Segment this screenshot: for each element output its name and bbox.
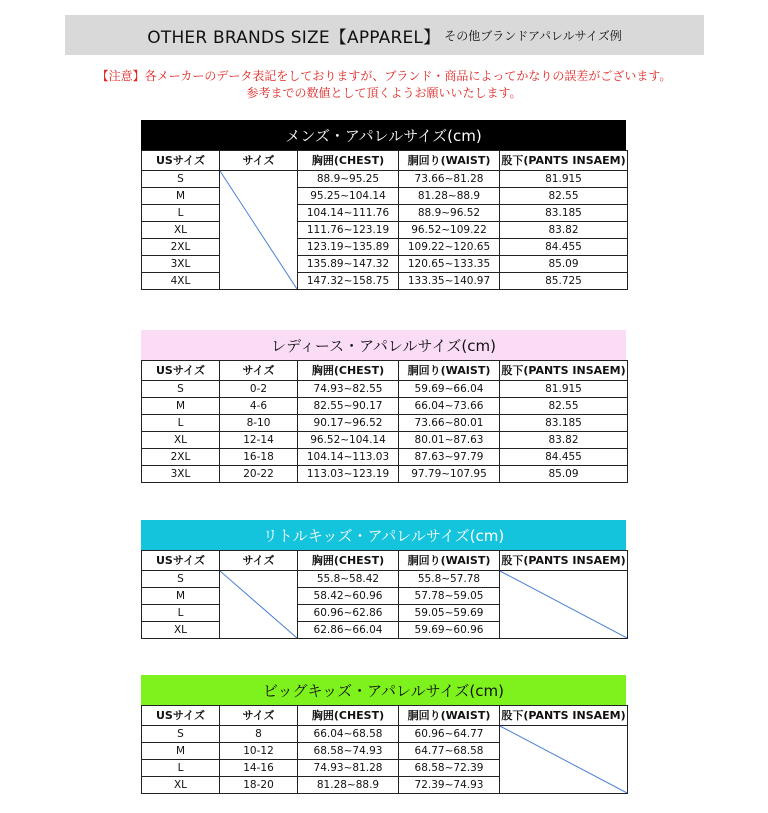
empty-cell-diagonal: [500, 571, 628, 639]
cell-chest: 90.17~96.52: [298, 415, 399, 432]
banner-title-en: OTHER BRANDS SIZE【APPAREL】: [147, 27, 441, 48]
col-header-inseam: 股下(PANTS INSAEM): [500, 361, 628, 381]
table-row: [142, 256, 628, 273]
cell-chest: 111.76~123.19: [298, 222, 399, 239]
cell-chest: 95.25~104.14: [298, 188, 399, 205]
cell-us-size: M: [142, 743, 220, 760]
section-title: レディース・アパレルサイズ(cm): [141, 330, 626, 360]
cell-us-size: 3XL: [142, 466, 220, 483]
table-row: [142, 466, 628, 483]
cell-size: 8-10: [220, 415, 298, 432]
cell-chest: 147.32~158.75: [298, 273, 399, 290]
empty-cell-diagonal: [220, 571, 298, 639]
cell-inseam: 81.915: [500, 171, 628, 188]
cell-waist: 97.79~107.95: [399, 466, 500, 483]
diagonal-line: [220, 571, 297, 638]
cell-size: 0-2: [220, 381, 298, 398]
col-header-inseam: 股下(PANTS INSAEM): [500, 551, 628, 571]
cell-waist: 109.22~120.65: [399, 239, 500, 256]
cell-inseam: 83.82: [500, 222, 628, 239]
col-header-us-size: USサイズ: [142, 361, 220, 381]
cell-chest: 60.96~62.86: [298, 605, 399, 622]
cell-inseam: 85.09: [500, 256, 628, 273]
cell-us-size: XL: [142, 222, 220, 239]
table-row: [142, 571, 628, 588]
cell-size: 16-18: [220, 449, 298, 466]
cell-size: 8: [220, 726, 298, 743]
cell-inseam: 85.09: [500, 466, 628, 483]
cell-chest: 123.19~135.89: [298, 239, 399, 256]
table-row: [142, 273, 628, 290]
cell-inseam: 81.915: [500, 381, 628, 398]
cell-us-size: S: [142, 381, 220, 398]
cell-chest: 113.03~123.19: [298, 466, 399, 483]
col-header-us-size: USサイズ: [142, 551, 220, 571]
cell-us-size: L: [142, 205, 220, 222]
table-row: [142, 449, 628, 466]
cell-size: 14-16: [220, 760, 298, 777]
cell-us-size: L: [142, 760, 220, 777]
col-header-size: サイズ: [220, 151, 298, 171]
cell-us-size: XL: [142, 777, 220, 794]
cell-chest: 58.42~60.96: [298, 588, 399, 605]
cell-size: 18-20: [220, 777, 298, 794]
table-row: [142, 171, 628, 188]
cell-chest: 81.28~88.9: [298, 777, 399, 794]
col-header-chest: 胸囲(CHEST): [298, 361, 399, 381]
table-row: [142, 381, 628, 398]
col-header-size: サイズ: [220, 706, 298, 726]
cell-waist: 55.8~57.78: [399, 571, 500, 588]
cell-us-size: 2XL: [142, 449, 220, 466]
cell-waist: 68.58~72.39: [399, 760, 500, 777]
cell-chest: 82.55~90.17: [298, 398, 399, 415]
cell-us-size: 3XL: [142, 256, 220, 273]
diagonal-line: [500, 571, 627, 638]
cell-waist: 73.66~81.28: [399, 171, 500, 188]
cell-chest: 104.14~111.76: [298, 205, 399, 222]
cell-us-size: M: [142, 588, 220, 605]
cell-inseam: 83.82: [500, 432, 628, 449]
cell-size: 20-22: [220, 466, 298, 483]
cell-waist: 88.9~96.52: [399, 205, 500, 222]
big-kids-size-section: [141, 675, 626, 794]
mens-size-section: [141, 120, 626, 290]
cell-chest: 55.8~58.42: [298, 571, 399, 588]
cell-us-size: S: [142, 571, 220, 588]
ladies-size-section: [141, 330, 626, 483]
cell-inseam: 82.55: [500, 398, 628, 415]
cell-us-size: L: [142, 605, 220, 622]
cell-waist: 87.63~97.79: [399, 449, 500, 466]
cell-inseam: 84.455: [500, 449, 628, 466]
cell-waist: 72.39~74.93: [399, 777, 500, 794]
notice-line-1: 【注意】各メーカーのデータ表記をしておりますが、ブランド・商品によってかなりの誤差がございます。: [96, 69, 672, 83]
col-header-size: サイズ: [220, 551, 298, 571]
table-row: [142, 205, 628, 222]
col-header-waist: 胴回り(WAIST): [399, 551, 500, 571]
cell-waist: 81.28~88.9: [399, 188, 500, 205]
empty-cell-diagonal: [220, 171, 298, 290]
page-banner: [65, 15, 704, 55]
cell-inseam: 83.185: [500, 415, 628, 432]
table-row: [142, 239, 628, 256]
cell-inseam: 84.455: [500, 239, 628, 256]
cell-waist: 66.04~73.66: [399, 398, 500, 415]
cell-waist: 96.52~109.22: [399, 222, 500, 239]
col-header-waist: 胴回り(WAIST): [399, 706, 500, 726]
table-row: [142, 222, 628, 239]
banner-title-jp: その他ブランドアパレルサイズ例: [444, 28, 622, 43]
cell-chest: 96.52~104.14: [298, 432, 399, 449]
col-header-chest: 胸囲(CHEST): [298, 151, 399, 171]
notice-line-2: 参考までの数値として頂くようお願いいたします。: [246, 86, 522, 100]
empty-cell-diagonal: [500, 726, 628, 794]
table-row: [142, 398, 628, 415]
little-kids-size-section: [141, 520, 626, 639]
diagonal-line: [220, 171, 297, 289]
cell-us-size: L: [142, 415, 220, 432]
cell-us-size: XL: [142, 622, 220, 639]
table-row: [142, 188, 628, 205]
cell-waist: 120.65~133.35: [399, 256, 500, 273]
size-table: [141, 705, 628, 794]
cell-waist: 59.69~66.04: [399, 381, 500, 398]
col-header-inseam: 股下(PANTS INSAEM): [500, 151, 628, 171]
table-row: [142, 726, 628, 743]
cell-us-size: 4XL: [142, 273, 220, 290]
size-table: [141, 360, 628, 483]
cell-us-size: M: [142, 188, 220, 205]
col-header-waist: 胴回り(WAIST): [399, 361, 500, 381]
cell-size: 4-6: [220, 398, 298, 415]
col-header-us-size: USサイズ: [142, 706, 220, 726]
col-header-us-size: USサイズ: [142, 151, 220, 171]
cell-chest: 68.58~74.93: [298, 743, 399, 760]
section-title: メンズ・アパレルサイズ(cm): [141, 120, 626, 150]
cell-inseam: 85.725: [500, 273, 628, 290]
cell-inseam: 83.185: [500, 205, 628, 222]
cell-us-size: 2XL: [142, 239, 220, 256]
col-header-inseam: 股下(PANTS INSAEM): [500, 706, 628, 726]
cell-inseam: 82.55: [500, 188, 628, 205]
cell-us-size: XL: [142, 432, 220, 449]
col-header-size: サイズ: [220, 361, 298, 381]
cell-waist: 57.78~59.05: [399, 588, 500, 605]
cell-waist: 60.96~64.77: [399, 726, 500, 743]
cell-chest: 74.93~81.28: [298, 760, 399, 777]
cell-us-size: S: [142, 726, 220, 743]
cell-waist: 64.77~68.58: [399, 743, 500, 760]
col-header-chest: 胸囲(CHEST): [298, 551, 399, 571]
cell-size: 12-14: [220, 432, 298, 449]
cell-waist: 133.35~140.97: [399, 273, 500, 290]
cell-size: 10-12: [220, 743, 298, 760]
cell-chest: 62.86~66.04: [298, 622, 399, 639]
cell-chest: 88.9~95.25: [298, 171, 399, 188]
cell-chest: 135.89~147.32: [298, 256, 399, 273]
cell-waist: 59.05~59.69: [399, 605, 500, 622]
col-header-chest: 胸囲(CHEST): [298, 706, 399, 726]
cell-us-size: M: [142, 398, 220, 415]
cell-chest: 104.14~113.03: [298, 449, 399, 466]
size-table: [141, 550, 628, 639]
cell-waist: 59.69~60.96: [399, 622, 500, 639]
cell-us-size: S: [142, 171, 220, 188]
col-header-waist: 胴回り(WAIST): [399, 151, 500, 171]
cell-chest: 74.93~82.55: [298, 381, 399, 398]
table-row: [142, 432, 628, 449]
table-row: [142, 415, 628, 432]
size-table: [141, 150, 628, 290]
section-title: リトルキッズ・アパレルサイズ(cm): [141, 520, 626, 550]
diagonal-line: [500, 726, 627, 793]
section-title: ビッグキッズ・アパレルサイズ(cm): [141, 675, 626, 705]
cell-chest: 66.04~68.58: [298, 726, 399, 743]
cell-waist: 73.66~80.01: [399, 415, 500, 432]
cell-waist: 80.01~87.63: [399, 432, 500, 449]
